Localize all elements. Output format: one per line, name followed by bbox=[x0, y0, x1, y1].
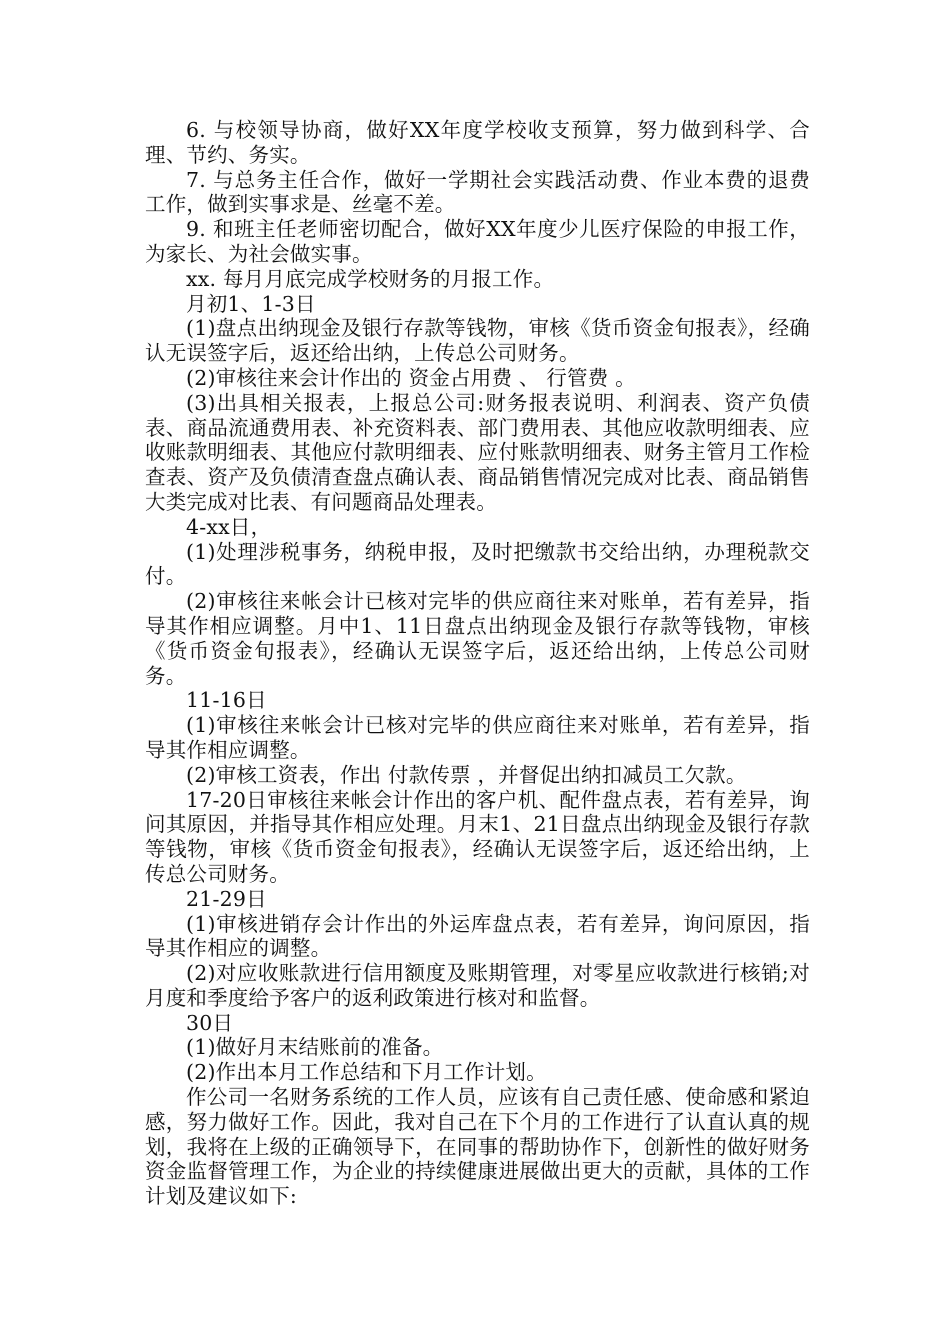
paragraph-insurance: 9. 和班主任老师密切配合，做好XX年度少儿医疗保险的申报工作，为家长、为社会做实事。 bbox=[145, 217, 810, 266]
heading-day-4-xx: 4-xx日， bbox=[186, 514, 272, 539]
heading-day-1-3: 月初1、1-3日 bbox=[186, 291, 316, 316]
paragraph-supplier-review: (1)审核往来帐会计已核对完毕的供应商往来对账单，若有差异，指导其作相应调整。 bbox=[145, 713, 810, 762]
paragraph-monthly-report: xx. 每月月底完成学校财务的月报工作。 bbox=[186, 266, 555, 291]
paragraph-fee-review: (2)审核往来会计作出的 资金占用费 、 行管费 。 bbox=[186, 365, 636, 390]
paragraph-month-end: (1)做好月末结账前的准备。 bbox=[186, 1035, 444, 1060]
paragraph-payroll: (2)审核工资表，作出 付款传票 ，并督促出纳扣减员工欠款。 bbox=[186, 762, 747, 787]
paragraph-day-17-20: 17-20日审核往来帐会计作出的客户机、配件盘点表，若有差异，询问其原因，并指导其作相应处理。月末1、21日盘点出纳现金及银行存款等钱物，审核《货币资金旬报表》，经确认无误签字后，返还给出纳，上传总公司财务。 bbox=[145, 787, 810, 886]
paragraph-refund: 7. 与总务主任合作，做好一学期社会实践活动费、作业本费的退费工作，做到实事求是、丝毫不差。 bbox=[145, 167, 810, 217]
paragraph-receivables: (2)对应收账款进行信用额度及账期管理，对零星应收款进行核销;对月度和季度给予客户的返利政策进行核对和监督。 bbox=[145, 961, 810, 1010]
heading-day-30: 30日 bbox=[186, 1010, 234, 1035]
paragraph-cash-count: (1)盘点出纳现金及银行存款等钱物，审核《货币资金旬报表》，经确认无误签字后，返还给出纳，上传总公司财务。 bbox=[145, 316, 810, 366]
document-body bbox=[145, 118, 810, 1209]
paragraph-inventory: (1)审核进销存会计作出的外运库盘点表，若有差异，询问原因，指导其作相应的调整。 bbox=[145, 911, 810, 961]
paragraph-supplier-reconcile: (2)审核往来帐会计已核对完毕的供应商往来对账单，若有差异，指导其作相应调整。月中1、11日盘点出纳现金及银行存款等钱物，审核《货币资金旬报表》，经确认无误签字后，返还给出纳，上传总公司财务。 bbox=[145, 589, 810, 688]
paragraph-budget: 6. 与校领导协商，做好XX年度学校收支预算，努力做到科学、合理、节约、务实。 bbox=[145, 118, 810, 167]
heading-day-21-29: 21-29日 bbox=[186, 886, 267, 911]
paragraph-tax: (1)处理涉税事务，纳税申报，及时把缴款书交给出纳，办理税款交付。 bbox=[145, 539, 810, 589]
paragraph-summary-plan: (2)作出本月工作总结和下月工作计划。 bbox=[186, 1060, 547, 1085]
paragraph-reports: (3)出具相关报表，上报总公司:财务报表说明、利润表、资产负债表、商品流通费用表、补充资料表、部门费用表、其他应收款明细表、应收账款明细表、其他应付款明细表、应付账款明细表、财务主管月工作检查表、资产及负债清查盘点确认表、商品销售情况完成对比表、商品销售大类完成对比表、有问题商品处理表。 bbox=[145, 390, 810, 514]
heading-day-11-16: 11-16日 bbox=[186, 688, 267, 713]
paragraph-conclusion: 作公司一名财务系统的工作人员，应该有自己责任感、使命感和紧迫感，努力做好工作。因此，我对自己在下个月的工作进行了认直认真的规划，我将在上级的正确领导下，在同事的帮助协作下，创新性的做好财务资金监督管理工作，为企业的持续健康进展做出更大的贡献，具体的工作计划及建议如下: bbox=[145, 1085, 810, 1209]
